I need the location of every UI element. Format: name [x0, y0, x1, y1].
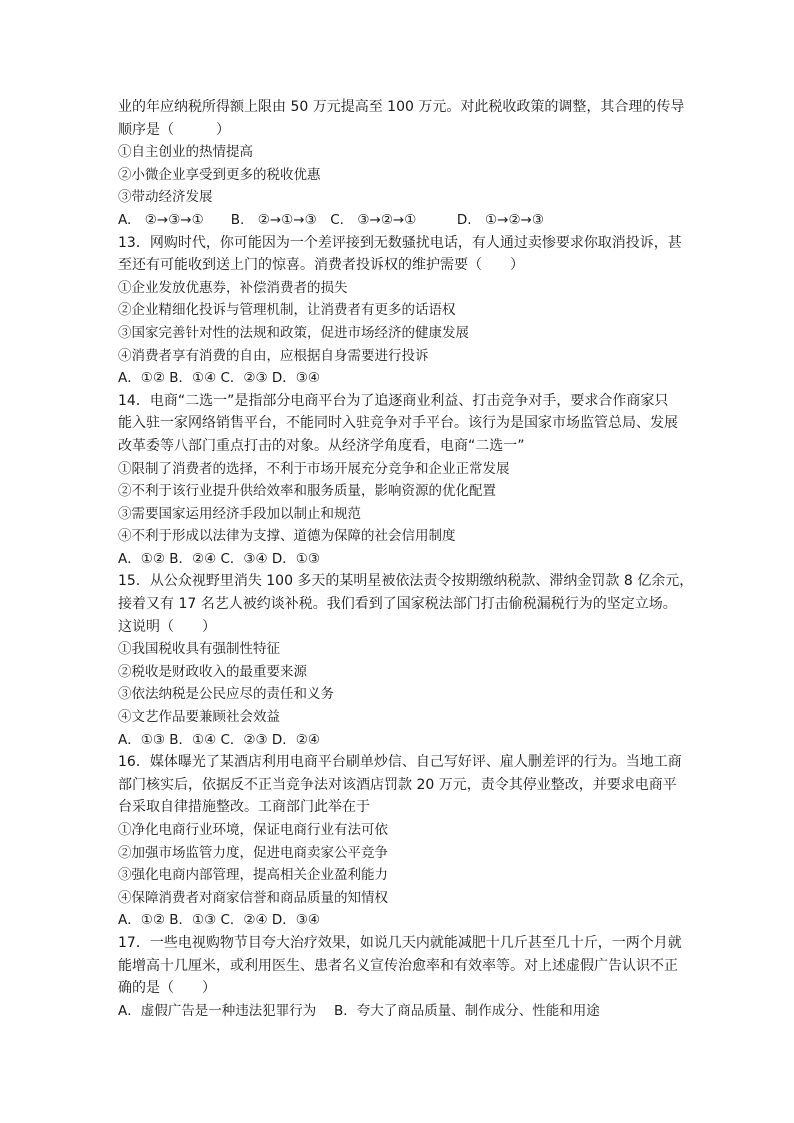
page-content	[118, 96, 694, 1022]
question-14	[118, 390, 678, 571]
question-12-stem-line-2: 顺序是（ ）	[118, 121, 230, 138]
question-17-stem-line-2: 能增高十几厘米，或利用医生、患者名义宣传治愈率和有效率等。对上述虚假广告认识不正	[118, 957, 678, 974]
question-13-answer-choices: A．①② B．①④ C．②③ D．③④	[118, 370, 321, 387]
question-13-option-2: ②企业精细化投诉与管理机制，让消费者有更多的话语权	[118, 302, 456, 319]
question-12-option-1: ①自主创业的热情提高	[118, 144, 253, 161]
question-16-stem-line-1: 16．媒体曝光了某酒店利用电商平台刷单炒信、自己写好评、雇人删差评的行为。当地工商	[118, 754, 682, 771]
question-16-option-2: ②加强市场监管力度，促进电商卖家公平竞争	[118, 844, 388, 861]
question-15	[118, 570, 694, 751]
question-13	[118, 232, 682, 390]
question-13-option-1: ①企业发放优惠券，补偿消费者的损失	[118, 279, 348, 296]
question-12-answer-choices: A. ②→③→① B. ②→①→③ C. ③→②→① D. ①→②→③	[118, 211, 544, 228]
question-16-answer-choices: A．①② B．①③ C．②④ D．③④	[118, 912, 321, 929]
question-13-option-4: ④消费者享有消费的自由，应根据自身需要进行投诉	[118, 347, 429, 364]
question-15-stem-line-3: 这说明（ ）	[118, 618, 216, 635]
question-14-stem-line-3: 改革委等八部门重点打击的对象。从经济学角度看，电商“二选一”	[118, 437, 525, 454]
question-14-stem-line-2: 能入驻一家网络销售平台，不能同时入驻竞争对手平台。该行为是国家市场监管总局、发展	[118, 415, 678, 432]
question-14-option-3: ③需要国家运用经济手段加以制止和规范	[118, 505, 361, 522]
question-16-stem-line-3: 台采取自律措施整改。工商部门此举在于	[118, 799, 370, 816]
question-13-stem-line-1: 13．网购时代，你可能因为一个差评接到无数骚扰电话，有人通过卖惨要求你取消投诉，甚	[118, 234, 682, 251]
question-16	[118, 751, 682, 932]
question-16-stem-line-2: 部门核实后，依据反不正当竞争法对该酒店罚款 20 万元，责令其停业整改，并要求电商平	[118, 776, 677, 793]
question-12	[118, 96, 685, 232]
question-13-stem-line-2: 至还有可能收到送上门的惊喜。消费者投诉权的维护需要（ ）	[118, 257, 524, 274]
question-17	[118, 932, 682, 1022]
question-17-stem-line-1: 17．一些电视购物节目夸大治疗效果，如说几天内就能减肥十几斤甚至几十斤，一两个月就	[118, 934, 682, 951]
question-15-option-2: ②税收是财政收入的最重要来源	[118, 663, 307, 680]
question-13-option-3: ③国家完善针对性的法规和政策，促进市场经济的健康发展	[118, 324, 469, 341]
question-15-option-1: ①我国税收具有强制性特征	[118, 641, 280, 658]
question-15-option-4: ④文艺作品要兼顾社会效益	[118, 709, 280, 726]
question-16-option-3: ③强化电商内部管理，提高相关企业盈利能力	[118, 867, 388, 884]
question-15-stem-line-2: 接着又有 17 名艺人被约谈补税。我们看到了国家税法部门打击偷税漏税行为的坚定立场。	[118, 596, 677, 613]
question-15-answer-choices: A．①③ B．①④ C．②③ D．②④	[118, 731, 321, 748]
question-16-option-1: ①净化电商行业环境，保证电商行业有法可依	[118, 822, 388, 838]
question-17-stem-line-3: 确的是（ ）	[118, 980, 216, 997]
question-15-option-3: ③依法纳税是公民应尽的责任和义务	[118, 686, 334, 703]
question-12-option-3: ③带动经济发展	[118, 189, 213, 206]
question-16-option-4: ④保障消费者对商家信誉和商品质量的知情权	[118, 889, 388, 906]
question-14-option-1: ①限制了消费者的选择，不利于市场开展充分竞争和企业正常发展	[118, 460, 510, 477]
question-12-stem-line-1: 业的年应纳税所得额上限由 50 万元提高至 100 万元。对此税收政策的调整，其合理的传导	[118, 99, 685, 115]
question-12-option-2: ②小微企业享受到更多的税收优惠	[118, 166, 321, 183]
question-14-option-4: ④不利于形成以法律为支撑、道德为保障的社会信用制度	[118, 528, 456, 545]
question-15-stem-line-1: 15．从公众视野里消失 100 多天的某明星被依法责令按期缴纳税款、滞纳金罚款 8 亿余元，	[118, 573, 694, 590]
question-14-option-2: ②不利于该行业提升供给效率和服务质量，影响资源的优化配置	[118, 483, 496, 500]
question-17-answer-choices: A．虚假广告是一种违法犯罪行为 B．夸大了商品质量、制作成分、性能和用途	[118, 1002, 600, 1019]
question-14-answer-choices: A．①② B．②④ C．③④ D．①③	[118, 550, 321, 567]
question-14-stem-line-1: 14．电商“二选一”是指部分电商平台为了追逐商业利益、打击竞争对手，要求合作商家只	[118, 392, 669, 409]
